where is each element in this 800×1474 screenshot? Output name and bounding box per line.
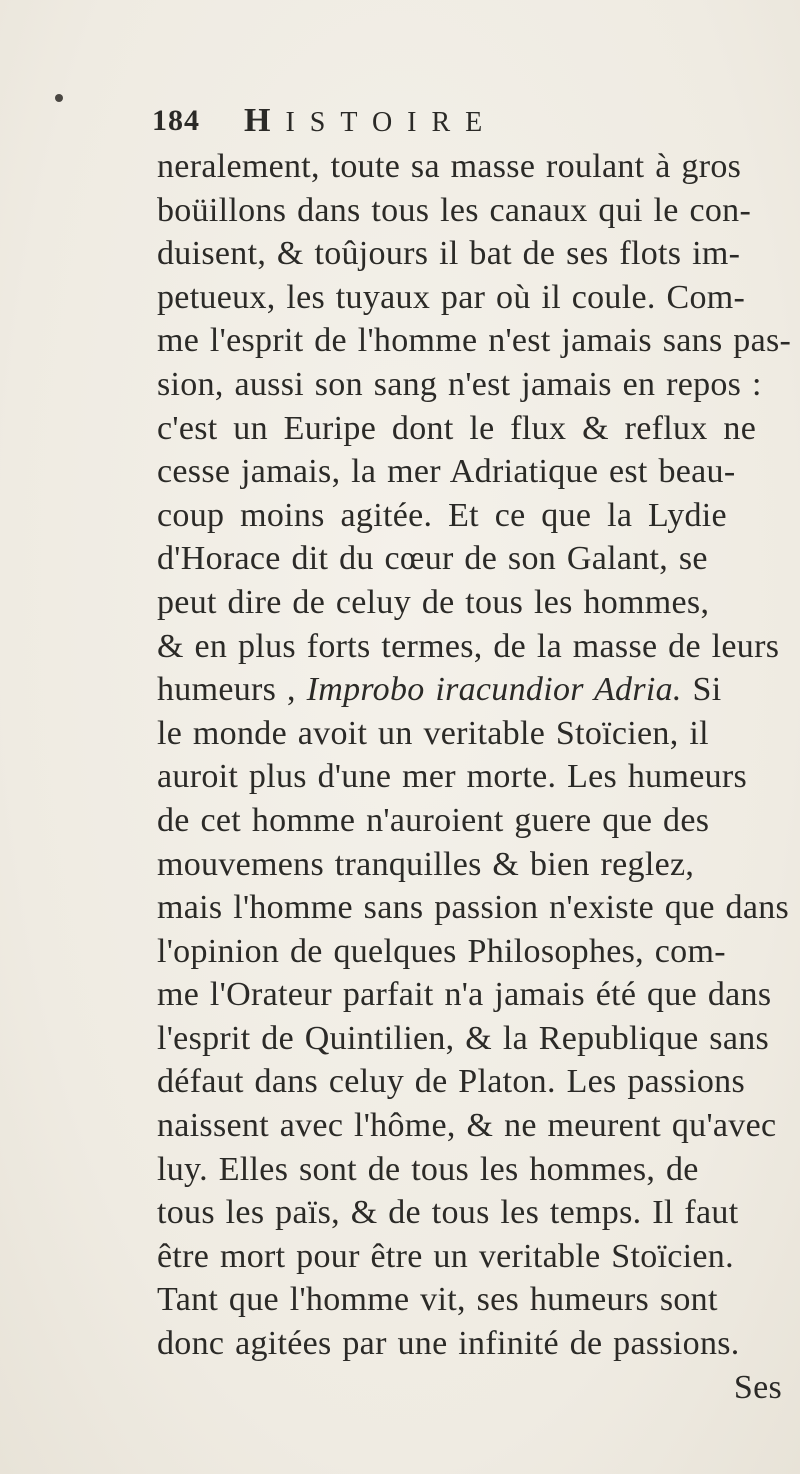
text-line: l'esprit de Quintilien, & la Republique sans (157, 1019, 770, 1057)
text-line: l'opinion de quelques Philosophes, com- (157, 932, 726, 970)
text-line: peut dire de celuy de tous les hommes, (157, 583, 710, 621)
text-line: donc agitées par une infinité de passions. (157, 1325, 740, 1363)
text-line: me l'Orateur parfait n'a jamais été que dans (157, 976, 772, 1014)
text-line: de cet homme n'auroient guere que des (157, 801, 710, 839)
text-line: mais l'homme sans passion n'existe que dans (157, 889, 790, 927)
text-line: cesse jamais, la mer Adriatique est beau- (157, 453, 736, 491)
latin-quotation: Improbo iracundior Adria. (306, 671, 682, 709)
text-line: coup moins agitée. Et ce que la Lydie (157, 496, 727, 534)
text-segment: Si (681, 671, 722, 709)
catchword: Ses (733, 1368, 782, 1406)
text-line: duisent, & toûjours il bat de ses flots im- (157, 235, 741, 273)
text-line: être mort pour être un veritable Stoïcien. (157, 1237, 734, 1275)
text-line: boüillons dans tous les canaux qui le con- (157, 191, 752, 229)
text-line: mouvemens tranquilles & bien reglez, (157, 845, 695, 883)
text-line: tous les païs, & de tous les temps. Il faut (157, 1194, 739, 1232)
body-text (157, 145, 797, 1409)
text-line (157, 668, 797, 712)
text-line: me l'esprit de l'homme n'est jamais sans pas- (157, 322, 792, 360)
text-line: petueux, les tuyaux par où il coule. Com- (157, 278, 746, 316)
text-line: & en plus forts termes, de la masse de leurs (157, 627, 780, 665)
text-line: d'Horace dit du cœur de son Galant, se (157, 540, 708, 578)
text-line: neralement, toute sa masse roulant à gros (157, 148, 742, 185)
text-segment: humeurs , (157, 671, 307, 709)
running-head (152, 104, 672, 144)
text-line: défaut dans celuy de Platon. Les passions (157, 1063, 746, 1101)
text-line: auroit plus d'une mer morte. Les humeurs (157, 758, 748, 796)
running-title: HISTOIRE (244, 102, 498, 139)
text-line: luy. Elles sont de tous les hommes, de (157, 1150, 699, 1188)
text-line: le monde avoit un veritable Stoïcien, il (157, 714, 709, 752)
text-line: naissent avec l'hôme, & ne meurent qu'avec (157, 1107, 777, 1145)
text-line: sion, aussi son sang n'est jamais en repos : (157, 365, 762, 403)
ink-speck (55, 94, 63, 102)
page-number: 184 (152, 104, 200, 137)
text-line: Tant que l'homme vit, ses humeurs sont (157, 1281, 718, 1319)
text-line: c'est un Euripe dont le flux & reflux ne (157, 409, 757, 447)
